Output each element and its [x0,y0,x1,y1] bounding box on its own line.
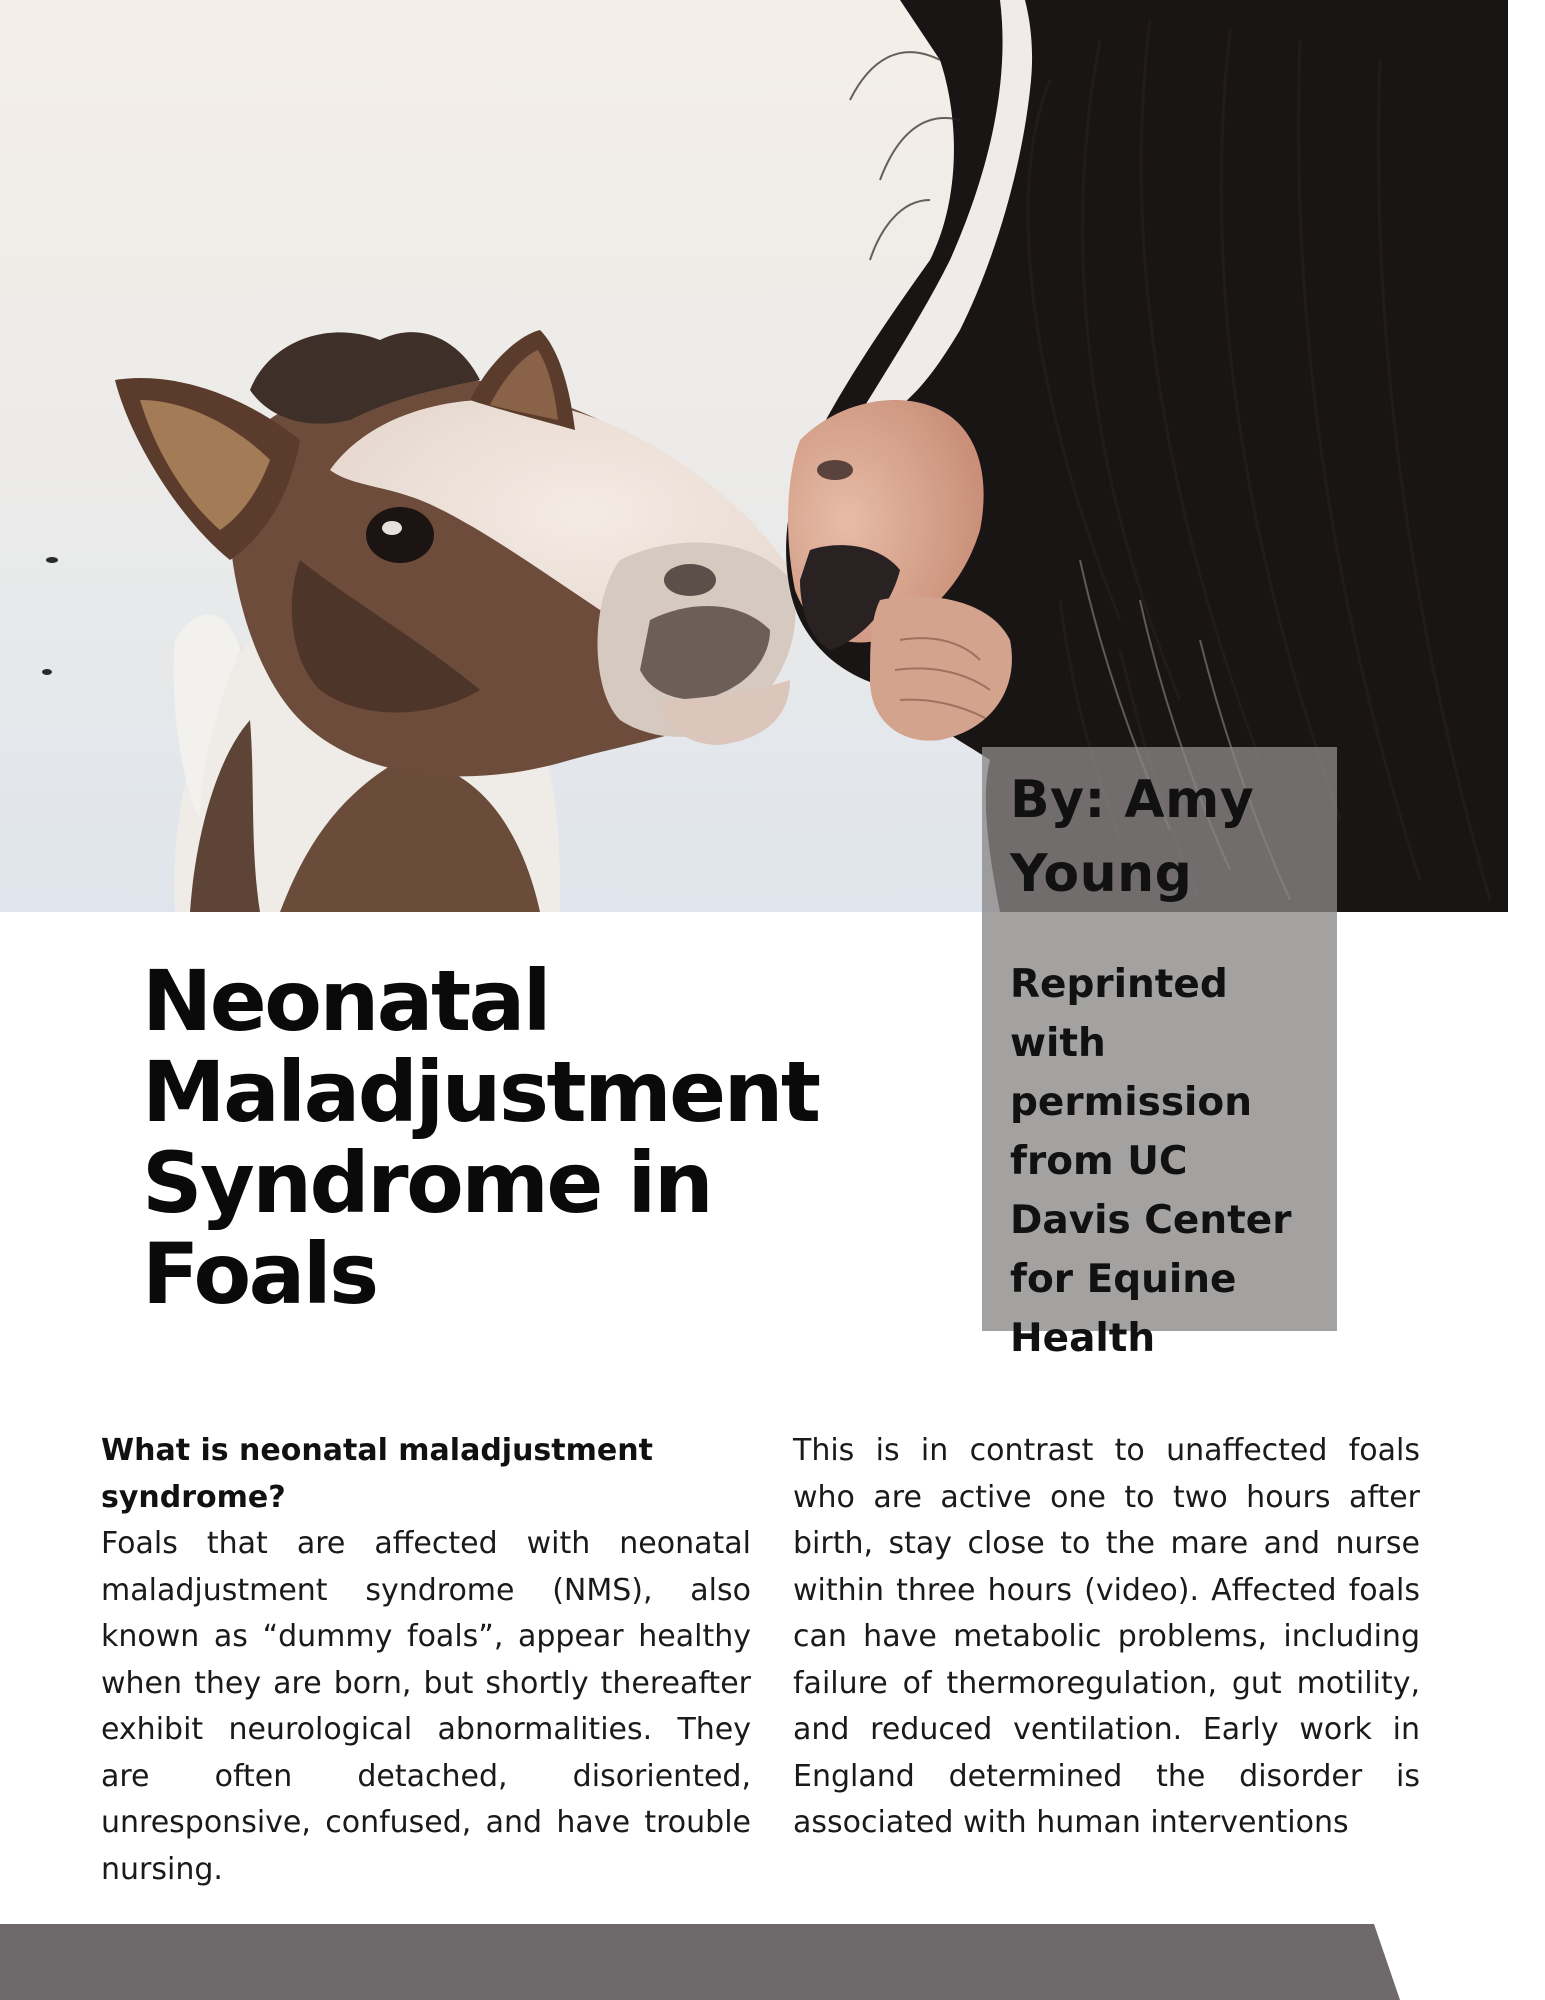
article-column-right [793,1428,1420,1847]
byline-credit: Reprinted with permission from UC Davis Center for Equine Health [1010,962,1292,1361]
page-title: Neonatal Maladjustment Syndrome in Foals [142,952,819,1323]
byline-box [982,747,1337,1361]
article-paragraph-1: Foals that are affected with neonatal maladjustment syndrome (NMS), also known as “dummy foals”, appear healthy when they are born, but shortly thereafter exhibit neurological abnormalities. They are often detached, disoriented, unresponsive, confused, and have trouble nursing. [101,1526,751,1887]
byline-author: By: Amy Young [1010,770,1255,904]
footer-band [0,1924,1545,2000]
article-column-left [101,1428,751,1893]
section-heading: What is neonatal maladjustment syndrome? [101,1433,653,1515]
article-paragraph-2: This is in contrast to unaffected foals who are active one to two hours after birth, stay close to the mare and nurse within three hours (video). Affected foals can have metabolic problems, including failure of thermoregulation, gut motility, and reduced ventilation. Early work in England determined the disorder is associated with human interventions [793,1433,1420,1840]
footer-band-shape [0,1924,1545,2000]
